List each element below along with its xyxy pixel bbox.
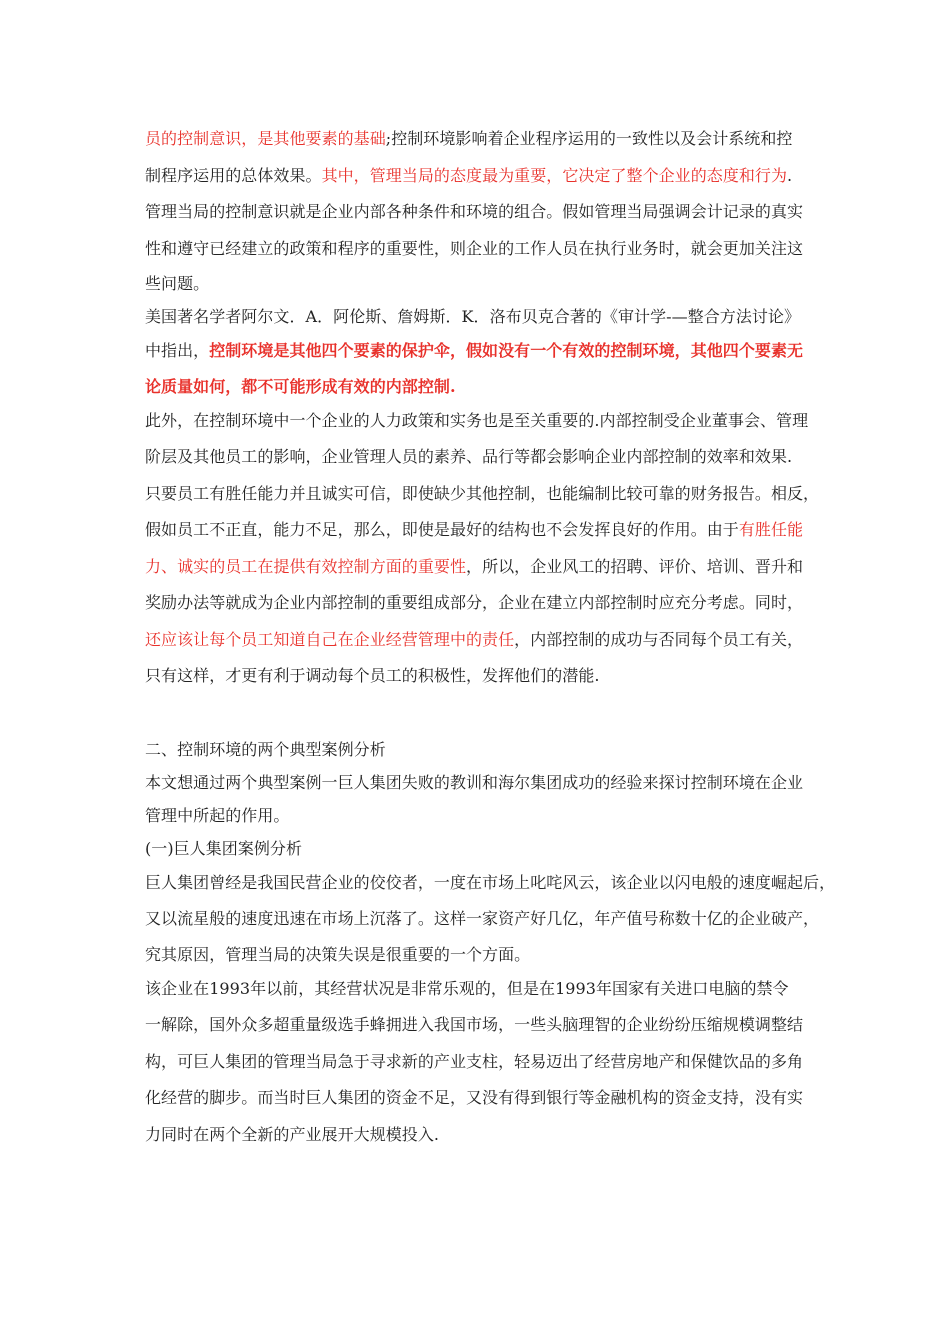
text-line: 究其原因，管理当局的决策失误是很重要的一个方面。	[145, 944, 531, 964]
paragraph-arens-quote	[145, 300, 835, 403]
text-line	[145, 300, 835, 333]
paragraph-1993	[145, 971, 835, 1154]
text-line	[145, 658, 835, 695]
text-span: 中指出，	[145, 341, 210, 360]
text-line	[145, 267, 835, 300]
highlighted-text: 其中，管理当局的态度最为重要，它决定了整个企业的态度和行为	[321, 165, 788, 185]
text-span: ，内部控制的成功与否同每个员工有关，	[514, 629, 804, 649]
text-span: 奖励办法等就成为企业内部控制的重要组成部分，企业在建立内部控制时应充分考虑。同时，	[145, 593, 804, 612]
text-line	[145, 403, 835, 440]
text-line: 一解除，国外众多超重量级选手蜂拥进入我国市场，一些头脑理智的企业纷纷压缩规模调整结	[145, 1015, 804, 1034]
text-line	[145, 439, 835, 476]
text-line	[145, 512, 835, 549]
text-line: 力同时在两个全新的产业展开大规模投入.	[145, 1124, 440, 1144]
text-line	[145, 333, 835, 370]
text-line: 该企业在1993年以前，其经营状况是非常乐观的，但是在1993年国家有关进口电脑的禁令	[145, 978, 789, 998]
section-heading: 二、控制环境的两个典型案例分析	[145, 739, 386, 759]
text-line: 巨人集团曾经是我国民营企业的佼佼者，一度在市场上叱咤风云，该企业以闪电般的速度崛起后，	[145, 872, 836, 892]
text-line	[145, 231, 835, 268]
text-line: 构，可巨人集团的管理当局急于寻求新的产业支柱，轻易迈出了经营房地产和保健饮品的多角	[145, 1051, 804, 1071]
paragraph-management-awareness	[145, 194, 835, 300]
text-line	[145, 476, 835, 513]
text-span: 制程序运用的总体效果。	[145, 165, 322, 185]
text-span: 只有这样，才更有利于调动每个员工的积极性，发挥他们的潜能.	[145, 666, 600, 685]
subheading: (一)巨人集团案例分析	[145, 838, 303, 858]
highlighted-text: 有胜任能	[738, 520, 804, 539]
text-line	[145, 622, 835, 659]
text-line: 又以流星般的速度迅速在市场上沉落了。这样一家资产好几亿，年产值号称数十亿的企业破产，	[145, 909, 820, 928]
text-span: 假如员工不正直，能力不足，那么，即使是最好的结构也不会发挥良好的作用。由于	[145, 520, 739, 539]
document-page	[145, 121, 835, 1153]
text-line: 本文想通过两个典型案例一巨人集团失败的教训和海尔集团成功的经验来探讨控制环境在企业	[145, 772, 804, 792]
paragraph-control-awareness	[145, 121, 835, 194]
text-line	[145, 158, 835, 195]
text-line	[145, 549, 835, 586]
text-span: ;控制环境影响着企业程序运用的一致性以及会计系统和控	[385, 129, 793, 148]
text-line	[145, 370, 835, 403]
text-line: 化经营的脚步。而当时巨人集团的资金不足，又没有得到银行等金融机构的资金支持，没有实	[145, 1088, 804, 1107]
text-line	[145, 121, 835, 158]
emphasized-text: 控制环境是其他四个要素的保护伞，假如没有一个有效的控制环境，其他四个要素无	[209, 341, 804, 360]
paragraph-gap	[145, 695, 835, 733]
text-span: .	[787, 165, 793, 185]
emphasized-text: 论质量如何，都不可能形成有效的内部控制.	[145, 376, 456, 396]
text-span: 管理当局的控制意识就是企业内部各种条件和环境的组合。假如管理当局强调会计记录的真实	[145, 202, 804, 221]
text-span: 只要员工有胜任能力并且诚实可信，即使缺少其他控制，也能编制比较可靠的财务报告。相反，	[145, 483, 820, 503]
text-span: 美国著名学者阿尔文．A．阿伦斯、詹姆斯．K．洛布贝克合著的《审计学-—整合方法讨论》	[145, 307, 801, 326]
highlighted-text: 力、诚实的员工在提供有效控制方面的重要性	[145, 556, 467, 576]
highlighted-text: 员的控制意识，是其他要素的基础	[145, 129, 386, 148]
paragraph-giant-group	[145, 865, 835, 971]
highlighted-text: 还应该让每个员工知道自己在企业经营管理中的责任	[145, 629, 515, 649]
text-span: 阶层及其他员工的影响，企业管理人员的素养、品行等都会影响企业内部控制的效率和效果.	[145, 447, 793, 466]
text-span: 些问题。	[145, 274, 210, 293]
text-line	[145, 585, 835, 622]
text-span: 性和遵守已经建立的政策和程序的重要性，则企业的工作人员在执行业务时，就会更加关注这	[145, 238, 804, 258]
paragraph-intro	[145, 766, 835, 832]
text-span: ，所以，企业风工的招聘、评价、培训、晋升和	[466, 556, 804, 576]
text-span: 此外，在控制环境中一个企业的人力政策和实务也是至关重要的.内部控制受企业董事会、管理	[145, 410, 809, 430]
text-line: 管理中所起的作用。	[145, 805, 290, 825]
paragraph-human-resources	[145, 403, 835, 695]
text-line	[145, 194, 835, 231]
